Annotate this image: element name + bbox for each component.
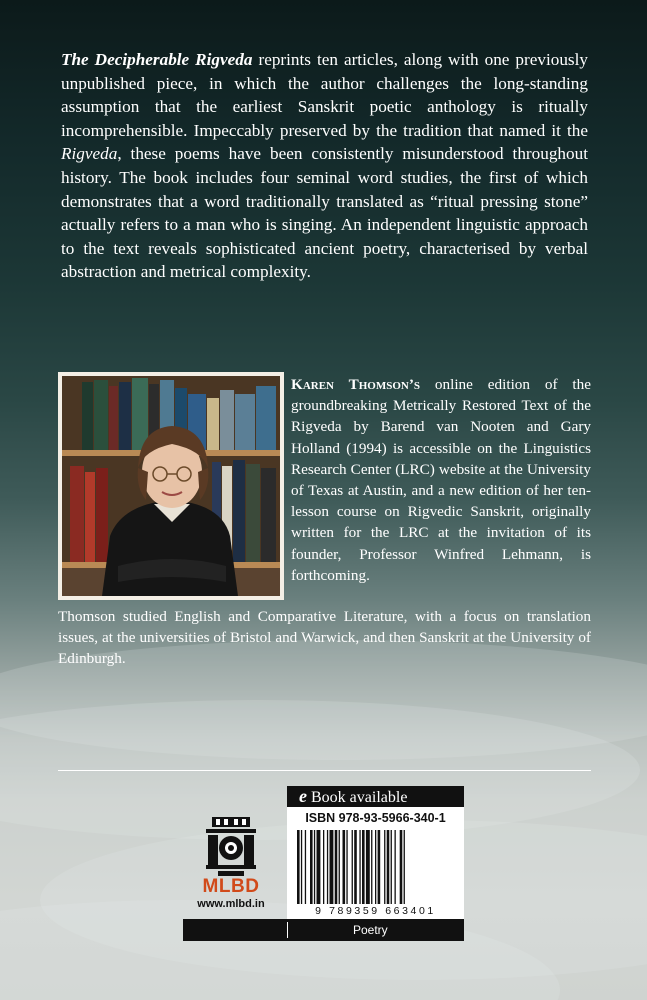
publisher-logo [196,815,266,915]
barcode-stripe [310,830,313,904]
barcode-stripe [362,830,365,904]
ebook-label: Book available [307,789,408,806]
barcode-digits: 9 789359 663401 [315,905,436,917]
barcode-stripe [314,830,315,904]
ebook-e-letter: e [299,786,307,806]
barcode-stripe [354,830,357,904]
barcode [287,807,464,919]
barcode-stripe [395,830,396,904]
ebook-badge [287,786,464,807]
publisher-name: MLBD [202,876,260,897]
mlbd-emblem-icon [204,815,258,877]
barcode-stripe [339,830,340,904]
genre-label: Poetry [353,923,388,937]
barcode-stripe [391,830,392,904]
author-portrait-image [62,376,280,596]
barcode-stripe [297,830,300,904]
rigveda-word: Rigveda [61,144,118,164]
barcode-stripe [359,830,360,904]
divider-rule [58,770,591,771]
barcode-stripe [343,830,346,904]
barcode-stripe [352,830,353,904]
author-name: Karen Thomson’s [291,376,421,393]
barcode-stripe [384,830,385,904]
author-bio-text: online edition of the groundbreaking Metrically Restored Text of the Rigveda by Barend van Nooten and Gary Holland (1994) is accessible on the Linguistics Research Center (LRC) website at the University of Texas at Austin, and a new edition of her ten-lesson course on Rigvedic Sanskrit, originally written for the LRC at the invitation of its founder, Professor Winfred Lehmann, is forthcoming. [291,376,591,584]
genre-divider [287,922,288,938]
author-bio-bottom: Thomson studied English and Comparative Literature, with a focus on translation issues, at the universities of Bristol and Warwick, and then Sanskrit at the University of Edinburgh. [58,608,591,668]
barcode-stripe [305,830,306,904]
barcode-stripe [375,830,376,904]
barcode-stripe [378,830,381,904]
barcode-stripe [327,830,328,904]
barcode-stripe [346,830,347,904]
blurb-paragraph [61,48,588,284]
barcode-stripe [366,830,370,904]
publisher-url: www.mlbd.in [197,898,265,910]
barcode-stripe [387,830,390,904]
barcode-stripe [400,830,403,904]
author-photo [58,372,284,600]
blurb-text-1: reprints ten articles, along with one previously unpublished piece, in which the author challenges the long-standing assumption that the earliest Sanskrit poetic anthology is ritually incomprehensible. Impeccably preserved by the tradition that named it the [61,50,588,140]
blurb-text-2: , these poems have been consistently misunderstood throughout history. The book includes four seminal word studies, the first of which demonstrates that a word traditionally translated as “ritual pressing stone” actually refers to a man who is singing. An independent linguistic approach to the text reveals sophisticated ancient poetry, characterised by verbal abstraction and metrical complexity. [61,144,588,282]
author-bio-top [291,374,591,586]
barcode-stripe [404,830,405,904]
barcode-stripe [317,830,321,904]
genre-bar [183,919,464,941]
barcode-stripe [301,830,302,904]
barcode-bars [293,830,458,904]
barcode-stripe [335,830,338,904]
barcode-stripe [323,830,324,904]
isbn-number: ISBN 978-93-5966-340-1 [305,811,446,825]
barcode-stripe [371,830,372,904]
book-title: The Decipherable Rigveda [61,50,253,69]
barcode-stripe [330,830,334,904]
